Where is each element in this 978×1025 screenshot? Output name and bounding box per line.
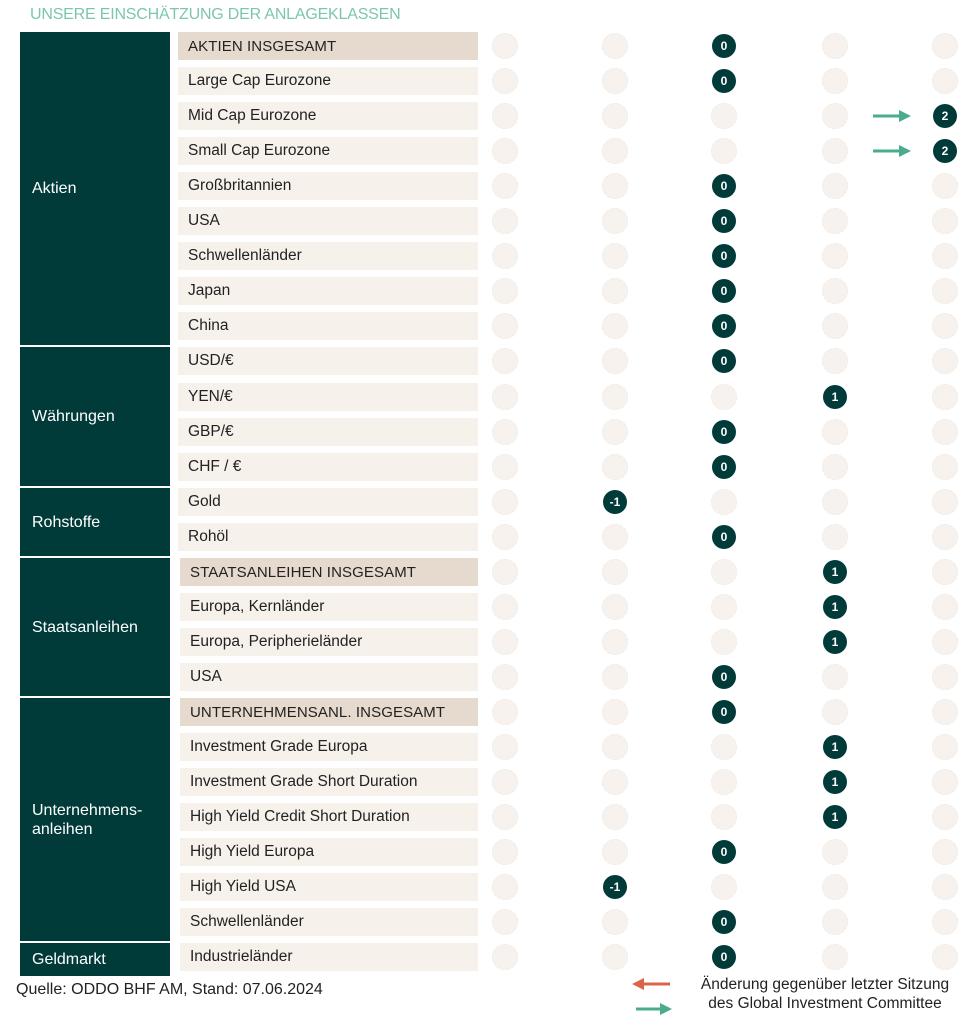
scale-dot-8-4 [932, 313, 958, 339]
marker-row-7: 0 [712, 279, 736, 303]
scale-dot-7-3 [822, 278, 848, 304]
group-label-5-0: Geldmarkt [32, 951, 106, 968]
marker-row-3: 2 [933, 139, 957, 163]
row-label-26: Industrieländer [180, 943, 478, 971]
marker-row-14: 0 [712, 525, 736, 549]
scale-dot-14-0 [492, 524, 518, 550]
scale-dot-12-1 [602, 454, 628, 480]
scale-dot-4-0 [492, 173, 518, 199]
scale-dot-12-0 [492, 454, 518, 480]
marker-row-12: 0 [712, 455, 736, 479]
scale-dot-2-2 [711, 103, 737, 129]
row-label-2: Mid Cap Eurozone [178, 102, 478, 130]
scale-dot-11-4 [932, 419, 958, 445]
marker-row-1: 0 [712, 69, 736, 93]
scale-dot-24-0 [492, 874, 518, 900]
scale-dot-14-4 [932, 524, 958, 550]
marker-row-22: 1 [823, 805, 847, 829]
scale-dot-26-0 [492, 944, 518, 970]
row-label-19: UNTERNEHMENSANL. INSGESAMT [180, 698, 478, 726]
row-label-5: USA [178, 207, 478, 235]
scale-dot-13-0 [492, 489, 518, 515]
row-label-10: YEN/€ [178, 383, 478, 411]
row-label-24: High Yield USA [180, 873, 478, 901]
marker-row-23: 0 [712, 840, 736, 864]
row-label-4: Großbritannien [178, 172, 478, 200]
change-arrow-2 [873, 109, 913, 123]
scale-dot-13-2 [711, 489, 737, 515]
scale-dot-18-1 [602, 664, 628, 690]
scale-dot-20-0 [492, 734, 518, 760]
scale-dot-23-3 [822, 839, 848, 865]
scale-dot-9-0 [492, 348, 518, 374]
group-label-3-0: Staatsanleihen [32, 618, 138, 636]
row-label-7: Japan [178, 277, 478, 305]
group-label-4-0: Unternehmens- [32, 801, 143, 819]
scale-dot-25-1 [602, 909, 628, 935]
scale-dot-5-3 [822, 208, 848, 234]
scale-dot-0-4 [932, 33, 958, 59]
scale-dot-15-4 [932, 559, 958, 585]
row-label-21: Investment Grade Short Duration [180, 768, 478, 796]
scale-dot-24-2 [711, 874, 737, 900]
scale-dot-1-0 [492, 68, 518, 94]
row-label-6: Schwellenländer [178, 242, 478, 270]
scale-dot-20-2 [711, 734, 737, 760]
marker-row-21: 1 [823, 770, 847, 794]
scale-dot-10-2 [711, 384, 737, 410]
scale-dot-11-0 [492, 419, 518, 445]
scale-dot-8-0 [492, 313, 518, 339]
row-label-8: China [178, 312, 478, 340]
group-0 [20, 32, 170, 345]
scale-dot-15-2 [711, 559, 737, 585]
scale-dot-14-3 [822, 524, 848, 550]
group-1 [20, 347, 170, 486]
group-label-2-0: Rohstoffe [32, 513, 101, 531]
row-label-14: Rohöl [178, 523, 478, 551]
legend-line-1: Änderung gegenüber letzter Sitzung [700, 976, 950, 993]
scale-dot-6-1 [602, 243, 628, 269]
legend-text [686, 975, 964, 1013]
scale-dot-6-3 [822, 243, 848, 269]
scale-dot-23-4 [932, 839, 958, 865]
scale-dot-13-3 [822, 489, 848, 515]
row-label-22: High Yield Credit Short Duration [180, 803, 478, 831]
marker-row-20: 1 [823, 735, 847, 759]
marker-row-5: 0 [712, 209, 736, 233]
marker-row-2: 2 [933, 104, 957, 128]
scale-dot-6-4 [932, 243, 958, 269]
legend-arrows [630, 975, 678, 1020]
scale-dot-6-0 [492, 243, 518, 269]
scale-dot-3-0 [492, 138, 518, 164]
scale-dot-4-3 [822, 173, 848, 199]
scale-dot-26-4 [932, 944, 958, 970]
marker-row-16: 1 [823, 595, 847, 619]
scale-dot-15-1 [602, 559, 628, 585]
group-2 [20, 488, 170, 556]
scale-dot-1-3 [822, 68, 848, 94]
marker-row-4: 0 [712, 174, 736, 198]
scale-dot-19-3 [822, 699, 848, 725]
scale-dot-9-4 [932, 348, 958, 374]
scale-dot-24-4 [932, 874, 958, 900]
marker-row-24: -1 [603, 875, 627, 899]
marker-row-10: 1 [823, 385, 847, 409]
marker-row-11: 0 [712, 420, 736, 444]
group-4 [20, 698, 170, 941]
scale-dot-8-3 [822, 313, 848, 339]
scale-dot-5-0 [492, 208, 518, 234]
scale-dot-22-1 [602, 804, 628, 830]
row-label-20: Investment Grade Europa [180, 733, 478, 761]
scale-dot-1-4 [932, 68, 958, 94]
scale-dot-9-1 [602, 348, 628, 374]
scale-dot-26-3 [822, 944, 848, 970]
scale-dot-17-1 [602, 629, 628, 655]
scale-dot-3-2 [711, 138, 737, 164]
marker-row-8: 0 [712, 314, 736, 338]
scale-dot-2-0 [492, 103, 518, 129]
scale-dot-9-3 [822, 348, 848, 374]
scale-dot-18-4 [932, 664, 958, 690]
scale-dot-16-0 [492, 594, 518, 620]
scale-dot-0-3 [822, 33, 848, 59]
scale-dot-11-3 [822, 419, 848, 445]
scale-dot-13-4 [932, 489, 958, 515]
marker-row-17: 1 [823, 630, 847, 654]
scale-dot-7-4 [932, 278, 958, 304]
scale-dot-25-4 [932, 909, 958, 935]
row-label-23: High Yield Europa [180, 838, 478, 866]
scale-dot-5-1 [602, 208, 628, 234]
scale-dot-4-4 [932, 173, 958, 199]
change-arrow-3 [873, 144, 913, 158]
scale-dot-16-1 [602, 594, 628, 620]
scale-dot-18-0 [492, 664, 518, 690]
scale-dot-24-3 [822, 874, 848, 900]
scale-dot-16-4 [932, 594, 958, 620]
row-label-25: Schwellenländer [180, 908, 478, 936]
scale-dot-17-4 [932, 629, 958, 655]
scale-dot-2-3 [822, 103, 848, 129]
row-label-18: USA [180, 663, 478, 691]
row-label-0: AKTIEN INSGESAMT [178, 32, 478, 60]
scale-dot-20-1 [602, 734, 628, 760]
scale-dot-0-1 [602, 33, 628, 59]
marker-row-18: 0 [712, 665, 736, 689]
scale-dot-26-1 [602, 944, 628, 970]
marker-row-15: 1 [823, 560, 847, 584]
row-label-17: Europa, Peripherieländer [180, 628, 478, 656]
group-5 [20, 943, 170, 976]
scale-dot-20-4 [932, 734, 958, 760]
scale-dot-5-4 [932, 208, 958, 234]
row-label-13: Gold [178, 488, 478, 516]
scale-dot-21-1 [602, 769, 628, 795]
group-label-1-0: Währungen [32, 408, 115, 425]
scale-dot-12-3 [822, 454, 848, 480]
scale-dot-7-1 [602, 278, 628, 304]
scale-dot-23-1 [602, 839, 628, 865]
scale-dot-10-1 [602, 384, 628, 410]
row-label-15: STAATSANLEIHEN INSGESAMT [180, 558, 478, 586]
scale-dot-0-0 [492, 33, 518, 59]
row-label-9: USD/€ [178, 347, 478, 375]
scale-dot-7-0 [492, 278, 518, 304]
scale-dot-22-2 [711, 804, 737, 830]
row-label-3: Small Cap Eurozone [178, 137, 478, 165]
scale-dot-19-4 [932, 699, 958, 725]
scale-dot-25-3 [822, 909, 848, 935]
scale-dot-14-1 [602, 524, 628, 550]
marker-row-9: 0 [712, 349, 736, 373]
scale-dot-21-4 [932, 769, 958, 795]
source-note: Quelle: ODDO BHF AM, Stand: 07.06.2024 [16, 981, 323, 998]
marker-row-0: 0 [712, 34, 736, 58]
legend-line-2: des Global Investment Committee [708, 995, 942, 1012]
scale-dot-8-1 [602, 313, 628, 339]
row-label-11: GBP/€ [178, 418, 478, 446]
marker-row-19: 0 [712, 700, 736, 724]
scale-dot-3-1 [602, 138, 628, 164]
chart-title: UNSERE EINSCHÄTZUNG DER ANLAGEKLASSEN [30, 6, 401, 23]
scale-dot-11-1 [602, 419, 628, 445]
scale-dot-17-0 [492, 629, 518, 655]
row-label-16: Europa, Kernländer [180, 593, 478, 621]
group-label-0-0: Aktien [32, 180, 77, 197]
marker-row-26: 0 [712, 945, 736, 969]
scale-dot-22-4 [932, 804, 958, 830]
scale-dot-2-1 [602, 103, 628, 129]
row-label-12: CHF / € [178, 453, 478, 481]
scale-dot-4-1 [602, 173, 628, 199]
scale-dot-1-1 [602, 68, 628, 94]
scale-dot-12-4 [932, 454, 958, 480]
scale-dot-18-3 [822, 664, 848, 690]
scale-dot-10-4 [932, 384, 958, 410]
marker-row-25: 0 [712, 910, 736, 934]
scale-dot-16-2 [711, 594, 737, 620]
scale-dot-25-0 [492, 909, 518, 935]
scale-dot-22-0 [492, 804, 518, 830]
scale-dot-19-0 [492, 699, 518, 725]
group-label-4-1: anleihen [32, 820, 93, 838]
marker-row-6: 0 [712, 244, 736, 268]
marker-row-13: -1 [603, 490, 627, 514]
row-label-1: Large Cap Eurozone [178, 67, 478, 95]
scale-dot-19-1 [602, 699, 628, 725]
scale-dot-17-2 [711, 629, 737, 655]
scale-dot-3-3 [822, 138, 848, 164]
scale-dot-15-0 [492, 559, 518, 585]
scale-dot-10-0 [492, 384, 518, 410]
scale-dot-21-0 [492, 769, 518, 795]
group-3 [20, 558, 170, 696]
scale-dot-21-2 [711, 769, 737, 795]
scale-dot-23-0 [492, 839, 518, 865]
